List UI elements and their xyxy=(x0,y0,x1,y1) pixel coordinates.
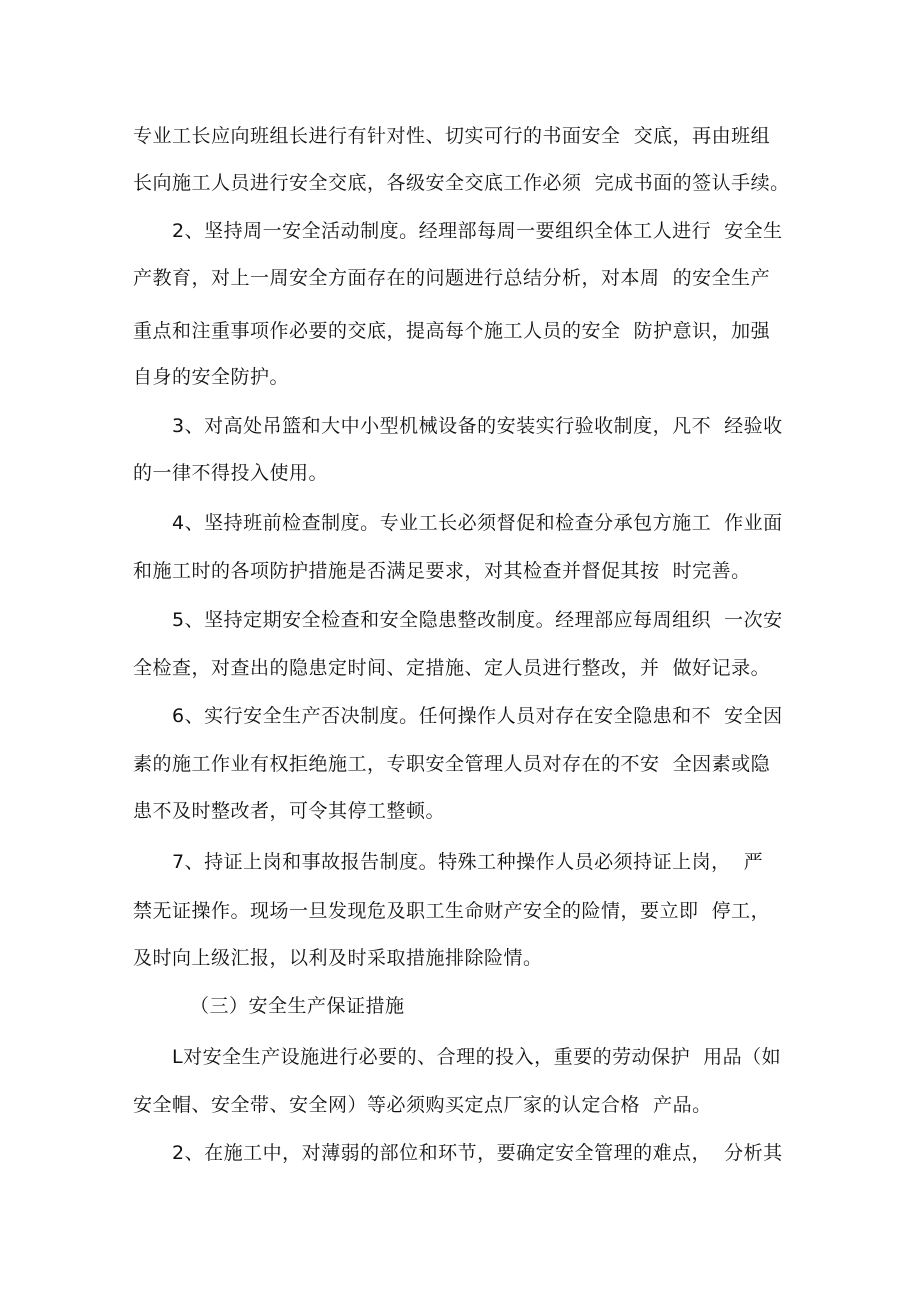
paragraph-5-line: 5、坚持定期安全检查和安全隐患整改制度。经理部应每周组织 一次安 xyxy=(172,609,783,631)
text-line: 及时向上级汇报，以利及时采取措施排除险情。 xyxy=(133,947,543,969)
text-line: 产教育，对上一周安全方面存在的问题进行总结分析，对本周 的安全生产 xyxy=(133,267,771,289)
paragraph-6-line: 6、实行安全生产否决制度。任何操作人员对存在安全隐患和不 安全因 xyxy=(172,705,783,727)
measure-2-line: 2、在施工中，对薄弱的部位和环节，要确定安全管理的难点， 分析其 xyxy=(172,1142,783,1164)
paragraph-2-line: 2、坚持周一安全活动制度。经理部每周一要组织全体工人进行 安全生 xyxy=(172,220,783,242)
measure-1-line: L对安全生产设施进行必要的、合理的投入，重要的劳动保护 用品（如 xyxy=(172,1046,782,1068)
text-line: 全检查，对查出的隐患定时间、定措施、定人员进行整改，并 做好记录。 xyxy=(133,657,771,679)
paragraph-3-line: 3、对高处吊篮和大中小型机械设备的安装实行验收制度，凡不 经验收 xyxy=(172,415,783,437)
text-line: 患不及时整改者，可令其停工整顿。 xyxy=(133,800,446,822)
text-line: 的一律不得投入使用。 xyxy=(133,462,329,484)
text-line: 安全帽、安全带、安全网）等必须购买定点厂家的认定合格 产品。 xyxy=(133,1094,712,1116)
text-line: 和施工时的各项防护措施是否满足要求，对其检查并督促其按 时完善。 xyxy=(133,560,751,582)
paragraph-4-line: 4、坚持班前检查制度。专业工长必须督促和检查分承包方施工 作业面 xyxy=(172,512,783,534)
paragraph-7-line: 7、持证上岗和事故报告制度。特殊工种操作人员必须持证上岗， 严 xyxy=(172,851,764,873)
text-line: 重点和注重事项作必要的交底，提高每个施工人员的安全 防护意识，加强 xyxy=(133,320,771,342)
section-heading: （三）安全生产保证措施 xyxy=(190,995,405,1017)
text-line: 自身的安全防护。 xyxy=(133,366,290,388)
text-line: 长向施工人员进行安全交底，各级安全交底工作必须 完成书面的签认手续。 xyxy=(133,172,790,194)
text-line: 专业工长应向班组长进行有针对性、切实可行的书面安全 交底，再由班组 xyxy=(133,125,771,147)
text-line: 禁无证操作。现场一旦发现危及职工生命财产安全的险情，要立即 停工， xyxy=(133,900,771,922)
text-line: 素的施工作业有权拒绝施工，专职安全管理人员对存在的不安 全因素或隐 xyxy=(133,753,771,775)
